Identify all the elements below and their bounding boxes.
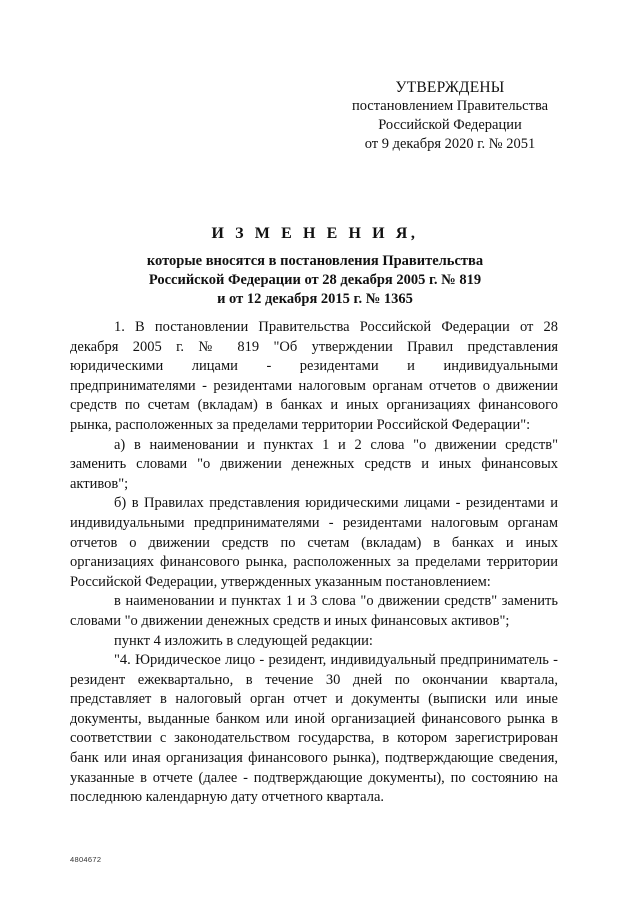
document-subtitle (70, 252, 560, 309)
document-heading (70, 224, 560, 309)
paragraph: пункт 4 изложить в следующей редакции: (114, 632, 373, 649)
document-body (70, 318, 558, 808)
subtitle-line: Российской Федерации от 28 декабря 2005 г. № 819 (148, 272, 482, 288)
approval-title: УТВЕРЖДЕНЫ (395, 79, 505, 96)
paragraph: б) в Правилах представления юридическими лицами - резидентами и индивидуальными предпринимателями - резидентами налоговым органам отчетов о движении средств по счетам (вкладам) в банках и иных организациях финансового рынка, расположенных за пределами территории Российской Федерации, утвержденных указанным постановлением: (70, 495, 558, 590)
approval-line: Российской Федерации (378, 117, 522, 133)
paragraph: в наименовании и пунктах 1 и 3 слова "о движении средств" заменить словами "о движении денежных средств и иных финансовых активов"; (70, 593, 558, 629)
approval-line: от 9 декабря 2020 г. № 2051 (364, 136, 536, 152)
document-title: И З М Е Н Е Н И Я, (211, 225, 419, 242)
subtitle-line: и от 12 декабря 2015 г. № 1365 (217, 291, 413, 307)
approval-line: постановлением Правительства (351, 98, 549, 114)
document-code: 4804672 (70, 855, 102, 864)
paragraph: 1. В постановлении Правительства Российской Федерации от 28 декабря 2005 г. № 819 "Об утверждении Правил представления юридическими лицами - резидентами и индивидуальными предпринимателями - резидентами налоговым органам отчетов о движении средств по счетам (вкладам) в банках и иных организациях финансового рынка, расположенных за пределами территории Российской Федерации": (70, 319, 558, 433)
paragraph: "4. Юридическое лицо - резидент, индивидуальный предприниматель - резидент ежеквартально, в течение 30 дней по окончании квартала, представляет в налоговый орган отчет и документы (выписки или иные документы, выданные банком или иной организацией финансового рынка в соответствии с законодательством государства, в котором зарегистрирован банк или иная организация финансового рынка), подтверждающие сведения, указанные в отчете (далее - подтверждающие документы), по состоянию на последнюю календарную дату отчетного квартала. (70, 652, 558, 806)
subtitle-line: которые вносятся в постановления Правительства (146, 253, 484, 269)
paragraph: а) в наименовании и пунктах 1 и 2 слова "о движении средств" заменить словами "о движении денежных средств и иных финансовых активов"; (70, 436, 558, 492)
approval-block (330, 78, 570, 154)
